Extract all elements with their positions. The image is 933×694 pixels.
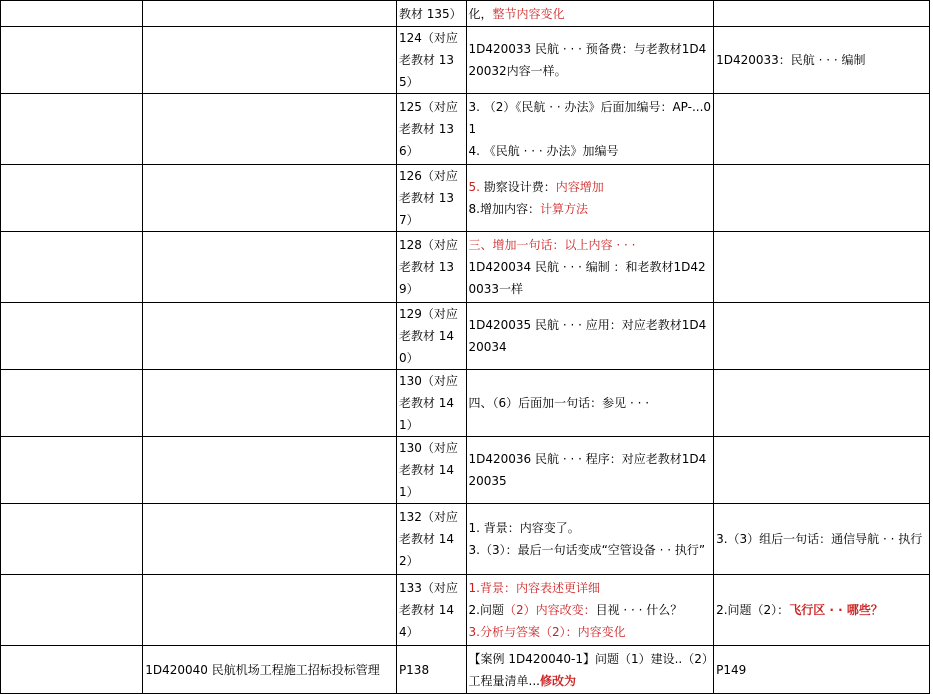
section-cell [143, 370, 397, 437]
page-ref: 124（对应老教材 135） [398, 31, 458, 89]
empty-cell [1, 94, 143, 165]
content-text: 2.问题 [468, 603, 504, 617]
content-text: 1.背景：内容表述更详细 [468, 581, 600, 595]
table-row [1, 27, 930, 94]
page-ref: 130（对应老教材 141） [398, 374, 458, 432]
page-ref-cell [396, 94, 466, 165]
table-row [1, 303, 930, 370]
section-cell [143, 94, 397, 165]
empty-cell [1, 232, 143, 303]
new-section-cell [714, 27, 930, 94]
table-row [1, 504, 930, 575]
change-content-cell [466, 27, 714, 94]
table-row [1, 94, 930, 165]
content-text: 【案例 1D420040-1】问题（1）建设..（2）工程量清单... [468, 651, 708, 688]
table-row [1, 575, 930, 646]
page-ref: 133（对应老教材 144） [398, 581, 458, 639]
change-content-cell [466, 504, 714, 575]
empty-cell [1, 303, 143, 370]
change-content-cell [466, 646, 714, 694]
content-text: （2）内容改变： [503, 603, 596, 617]
new-section-text: 1D420033：民航 · · · 编制 [716, 53, 866, 67]
page-ref-cell [396, 232, 466, 303]
page-ref-cell [396, 504, 466, 575]
new-section-cell [714, 232, 930, 303]
change-content-cell [466, 575, 714, 646]
new-section-cell [714, 303, 930, 370]
section-cell [143, 504, 397, 575]
empty-cell [1, 575, 143, 646]
page-ref-cell [396, 165, 466, 232]
content-line [469, 599, 712, 621]
new-section-text: 飞行区 · · 哪些？ [789, 603, 883, 617]
content-text: 化， [468, 6, 493, 21]
content-text: 计算方法 [539, 202, 588, 216]
empty-cell [1, 646, 143, 694]
new-section-cell [714, 575, 930, 646]
table-row [1, 437, 930, 504]
content-text: 5. [468, 180, 480, 194]
new-section-cell [714, 437, 930, 504]
section-cell [143, 232, 397, 303]
new-section-text: P149 [716, 662, 747, 677]
section-title: 1D420040 民航机场工程施工招标投标管理 [145, 662, 380, 677]
content-text: 1D420035 民航 · · · 应用：对应老教材1D420034 [468, 318, 707, 354]
page-ref: 132（对应老教材 142） [398, 510, 458, 568]
section-cell [143, 27, 397, 94]
page-ref-cell [396, 646, 466, 694]
section-cell [143, 575, 397, 646]
page-ref: 126（对应老教材 137） [398, 169, 458, 227]
content-text: 1. 背景：内容变了。 [468, 521, 580, 535]
empty-cell [1, 165, 143, 232]
change-content-cell [466, 165, 714, 232]
page-ref-cell [396, 303, 466, 370]
table-row [1, 1, 930, 27]
empty-cell [1, 437, 143, 504]
content-line [469, 577, 712, 599]
change-content-cell [466, 1, 714, 27]
content-line [469, 517, 712, 539]
content-text: 8.增加内容： [468, 202, 540, 216]
change-content-cell [466, 370, 714, 437]
page-ref: P138 [398, 662, 430, 677]
section-cell [143, 437, 397, 504]
page-ref: 教材 135） [398, 6, 462, 21]
new-section-cell [714, 1, 930, 27]
page-ref: 130（对应老教材 141） [398, 441, 458, 499]
content-line [469, 234, 712, 256]
content-line [469, 256, 712, 300]
content-line [469, 96, 712, 140]
table-row [1, 232, 930, 303]
page-ref: 125（对应老教材 136） [398, 100, 458, 158]
page-ref: 129（对应老教材 140） [398, 307, 458, 365]
content-line [469, 621, 712, 643]
content-text: 勘察设计费： [479, 180, 556, 194]
content-text: 1D420036 民航 · · · 程序：对应老教材1D420035 [468, 452, 707, 488]
empty-cell [1, 27, 143, 94]
new-section-cell [714, 504, 930, 575]
change-content-cell [466, 94, 714, 165]
new-section-cell [714, 94, 930, 165]
section-cell [143, 646, 397, 694]
content-line [469, 176, 712, 198]
section-cell [143, 1, 397, 27]
page-ref-cell [396, 575, 466, 646]
empty-cell [1, 370, 143, 437]
table-row [1, 370, 930, 437]
change-content-cell [466, 232, 714, 303]
content-text: 3. （2）《民航 · · 办法》后面加编号：AP-...01 [468, 100, 712, 136]
new-section-cell [714, 165, 930, 232]
content-line [469, 140, 712, 162]
content-text: 3.（3）：最后一句话变成“空管设备 · · 执行” [468, 543, 706, 557]
table-row [1, 165, 930, 232]
content-text: 四、（6）后面加一句话：参见 · · · [468, 396, 650, 410]
change-content-cell [466, 303, 714, 370]
new-section-cell [714, 646, 930, 694]
page-ref: 128（对应老教材 139） [398, 238, 458, 296]
page-ref-cell [396, 437, 466, 504]
new-section-cell [714, 370, 930, 437]
content-line [469, 198, 712, 220]
table-row [1, 646, 930, 694]
section-cell [143, 165, 397, 232]
content-text: 目视 · · · 什么？ [595, 603, 683, 617]
content-text: 三、增加一句话：以上内容 · · · [468, 238, 636, 252]
new-section-text: 2.问题（2）： [716, 603, 790, 617]
page-ref-cell [396, 27, 466, 94]
content-text: 4. 《民航 · · · 办法》加编号 [468, 144, 619, 158]
empty-cell [1, 1, 143, 27]
content-text: 修改为 [539, 673, 576, 688]
content-text: 3.分析与答案（2）：内容变化 [468, 625, 626, 639]
change-content-cell [466, 437, 714, 504]
content-text: 内容增加 [555, 180, 604, 194]
content-text: 1D420034 民航 · · · 编制 ：和老教材1D420033一样 [468, 260, 706, 296]
content-text: 整节内容变化 [492, 6, 565, 21]
empty-cell [1, 504, 143, 575]
page-ref-cell [396, 1, 466, 27]
new-section-text: 3.（3）组后一句话：通信导航 · · 执行 [716, 532, 923, 546]
content-text: 1D420033 民航 · · · 预备费：与老教材1D420032内容一样。 [468, 42, 707, 78]
section-cell [143, 303, 397, 370]
content-line [469, 539, 712, 561]
page-ref-cell [396, 370, 466, 437]
